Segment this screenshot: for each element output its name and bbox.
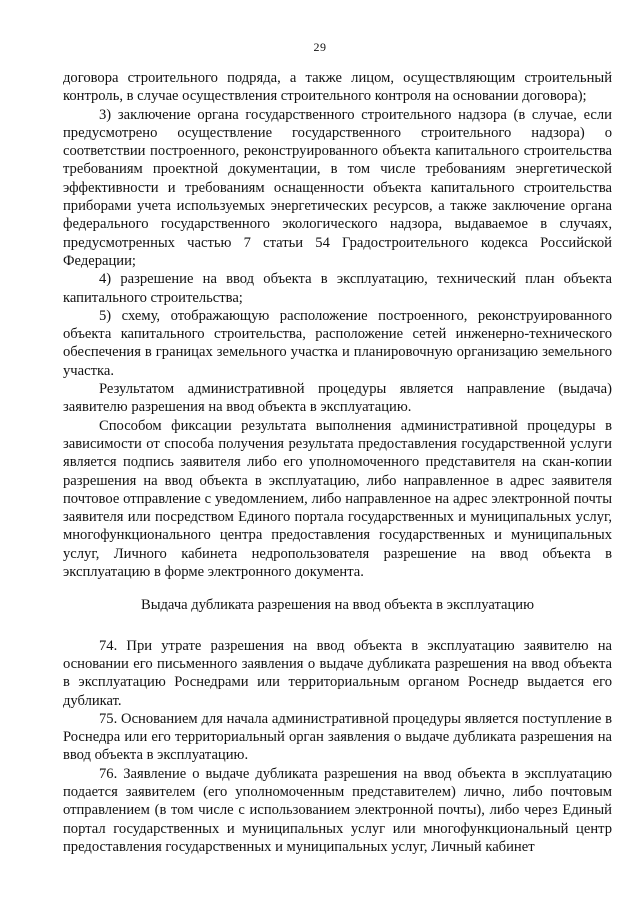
- paragraph: 5) схему, отображающую расположение построенного, реконструированного объекта капитального строительства, расположение сетей инженерно-технического обеспечения в границах земельного участка и планировочную организацию земельного участка.: [63, 307, 612, 379]
- page-number: 29: [313, 40, 327, 54]
- paragraph: 74. При утрате разрешения на ввод объекта в эксплуатацию заявителю на основании его письменного заявления о выдаче дубликата разрешения на ввод объекта в эксплуатацию Роснедрами или территориальным органом Роснедр выдается его дубликат.: [63, 637, 612, 709]
- paragraph: Результатом административной процедуры является направление (выдача) заявителю разрешения на ввод объекта в эксплуатацию.: [63, 381, 612, 416]
- page-content: [63, 69, 612, 856]
- section-heading: Выдача дубликата разрешения на ввод объекта в эксплуатацию: [140, 597, 535, 614]
- paragraph: Способом фиксации результата выполнения административной процедуры в зависимости от способа получения результата предоставления государственной услуги является подпись заявителя либо его уполномоченного представителя на скан-копии разрешения на ввод объекта в эксплуатацию, либо направленное в адрес заявителя почтовое отправление с уведомлением, либо направленное на адрес электронной почты заявителя или посредством Единого портала государственных и муниципальных услуг, многофункционального центра предоставления государственных и муниципальных услуг, Личного кабинета недропользователя разрешение на ввод объекта в эксплуатацию в форме электронного документа.: [63, 417, 612, 581]
- paragraph: 4) разрешение на ввод объекта в эксплуатацию, технический план объекта капитального строительства;: [63, 271, 612, 306]
- paragraph: 75. Основанием для начала административной процедуры является поступление в Роснедра или его территориальный орган заявления о выдаче дубликата разрешения на ввод объекта в эксплуатацию.: [63, 710, 612, 764]
- paragraph: 76. Заявление о выдаче дубликата разрешения на ввод объекта в эксплуатацию подается заявителем (его уполномоченным представителем) лично, либо почтовым отправлением (в том числе с использованием электронной почты), либо через Единый портал государственных и муниципальных услуг или многофункциональный центр предоставления государственных и муниципальных услуг, Личный кабинет: [63, 765, 612, 855]
- paragraph: договора строительного подряда, а также лицом, осуществляющим строительный контроль, в случае осуществления строительного контроля на основании договора);: [63, 70, 612, 105]
- paragraph: 3) заключение органа государственного строительного надзора (в случае, если предусмотрено осуществление государственного строительного надзора) о соответствии построенного, реконструированного объекта капитального строительства требованиям проектной документации, в том числе требованиям энергетической эффективности и требованиям оснащенности объекта капитального строительства приборами учета используемых энергетических ресурсов, а также заключение органа федерального государственного экологического надзора, выдаваемое в случаях, предусмотренных частью 7 статьи 54 Градостроительного кодекса Российской Федерации;: [63, 106, 612, 269]
